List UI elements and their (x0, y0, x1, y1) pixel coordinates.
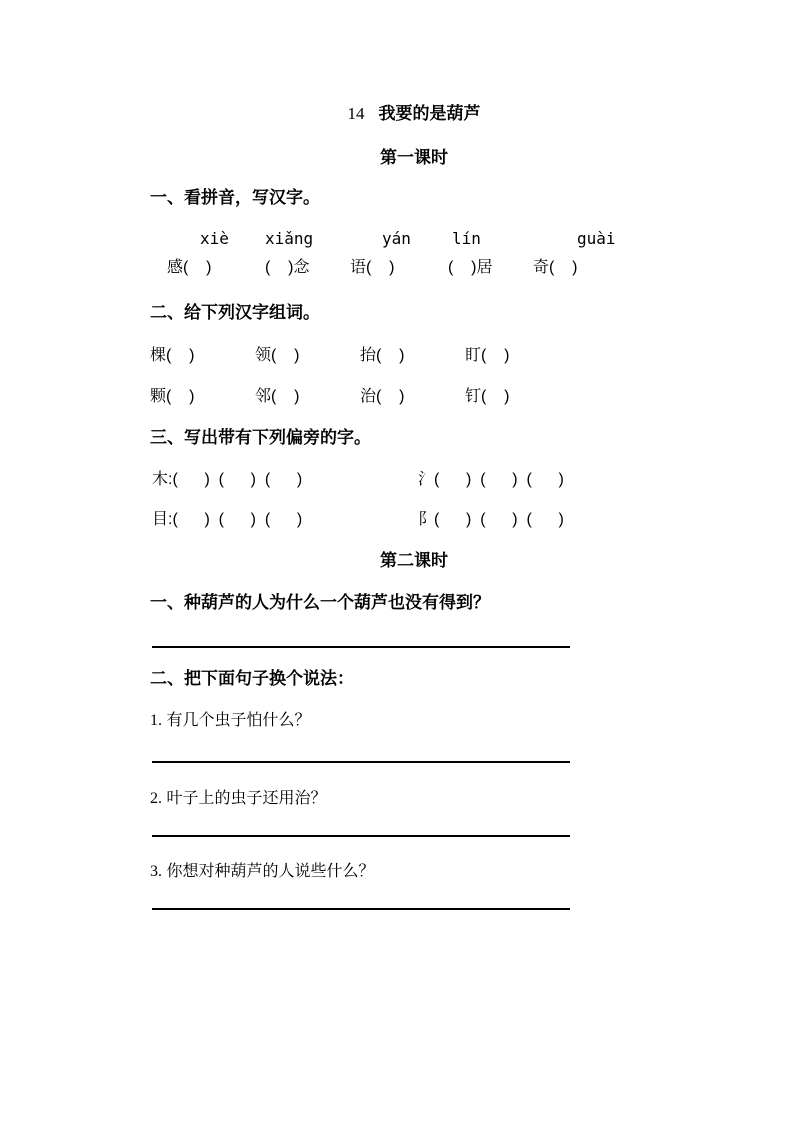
radical-blanks-left: 木:( ) ( ) ( ) (152, 471, 303, 488)
pinyin-syllable: xiè (200, 229, 229, 248)
word-row-2 (150, 387, 570, 407)
lesson-title: 我要的是葫芦 (378, 104, 481, 123)
exercise3-heading: 三、写出带有下列偏旁的字。 (150, 428, 371, 447)
radical-blanks-left: 目:( ) ( ) ( ) (152, 511, 303, 528)
item-number: 3. (150, 863, 162, 880)
char-blank-group: ( )居 (448, 259, 493, 276)
character-blanks-row (150, 258, 693, 280)
word-row-1 (150, 346, 570, 366)
exercise1-heading: 一、看拼音，写汉字。 (150, 188, 320, 207)
sentence-item-2 (150, 785, 326, 808)
answer-line (152, 761, 570, 763)
radical-row-2 (150, 510, 693, 532)
item-text: 叶子上的虫子还用治？ (166, 790, 327, 807)
part2-exercise2-heading: 二、把下面句子换个说法： (150, 669, 354, 688)
item-text: 有几个虫子怕什么？ (166, 712, 311, 729)
radical-row-1 (150, 470, 693, 492)
item-text: 你想对种葫芦的人说些什么？ (166, 863, 375, 880)
word-blank: 颗( ) (150, 388, 195, 405)
page-title (150, 104, 678, 124)
answer-line (152, 835, 570, 837)
radical-blanks-right: 氵( ) ( ) ( ) (418, 471, 564, 488)
char-blank-group: 语( ) (350, 259, 395, 276)
word-blank: 钉( ) (465, 388, 510, 405)
word-blank: 抬( ) (360, 347, 405, 364)
session1-heading: 第一课时 (380, 148, 448, 167)
pinyin-syllable: xiǎng (265, 229, 314, 248)
pinyin-row (150, 229, 693, 251)
answer-line (152, 908, 570, 910)
session2-heading: 第二课时 (380, 551, 448, 570)
item-number: 2. (150, 790, 162, 807)
char-blank-group: 感( ) (167, 259, 212, 276)
part2-question1: 一、种葫芦的人为什么一个葫芦也没有得到？ (150, 593, 490, 612)
word-blank: 盯( ) (465, 347, 510, 364)
radical-blanks-right: 阝( ) ( ) ( ) (418, 511, 564, 528)
char-blank-group: 奇( ) (533, 259, 578, 276)
exercise2-heading: 二、给下列汉字组词。 (150, 303, 320, 322)
word-blank: 邻( ) (255, 388, 300, 405)
word-blank: 治( ) (360, 388, 405, 405)
answer-line (152, 646, 570, 648)
pinyin-syllable: guài (577, 229, 616, 248)
sentence-item-3 (150, 858, 374, 881)
pinyin-syllable: lín (452, 229, 481, 248)
word-blank: 棵( ) (150, 347, 195, 364)
item-number: 1. (150, 712, 162, 729)
char-blank-group: ( )念 (265, 259, 310, 276)
pinyin-syllable: yán (382, 229, 411, 248)
word-blank: 领( ) (255, 347, 300, 364)
sentence-item-1 (150, 707, 310, 730)
lesson-number: 14 (347, 104, 365, 123)
